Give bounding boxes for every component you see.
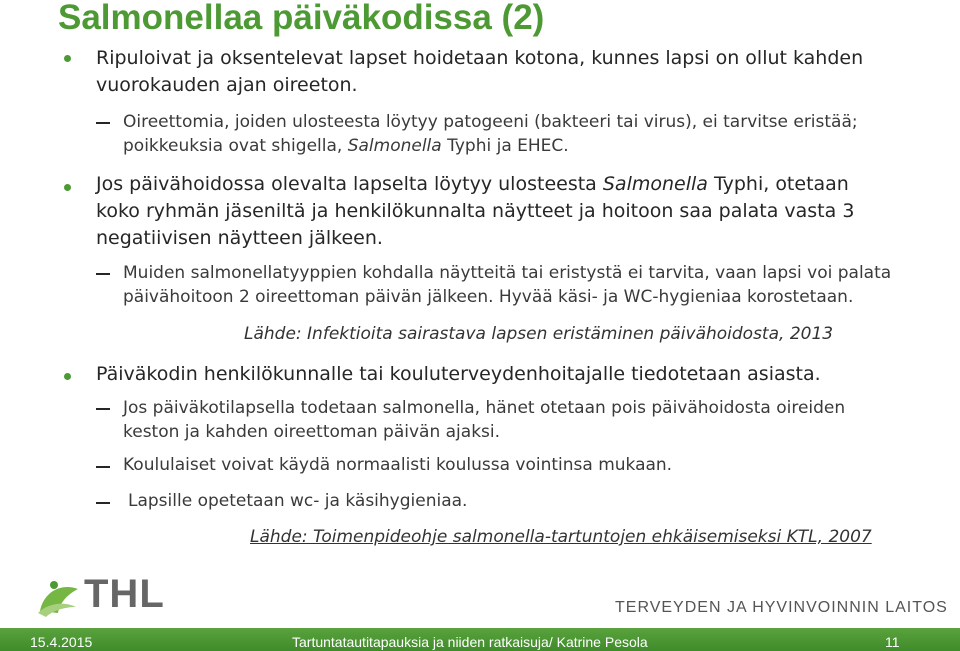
dash-marker bbox=[96, 408, 110, 410]
bullet-dot bbox=[64, 373, 71, 380]
bullet-dot bbox=[64, 184, 71, 191]
bullet-text-2: Jos päivähoidossa olevalta lapselta löytyy ulosteesta Salmonella Typhi, otetaan koko ryhmän jäseniltä ja henkilökunnalta näytteet ja hoitoon saa palata vasta 3 negatiivisen näytteen jälkeen. bbox=[96, 173, 855, 249]
page-number: 11 bbox=[885, 634, 900, 650]
slide-title: Salmonellaa päiväkodissa (2) bbox=[58, 0, 545, 37]
bullet-dot bbox=[64, 55, 71, 62]
dash-marker bbox=[96, 122, 110, 124]
source-citation-2: Lähde: Toimenpideohje salmonella-tartuntojen ehkäisemiseksi KTL, 2007 bbox=[250, 527, 872, 547]
bullet-text-3: Päiväkodin henkilökunnalle tai kouluterveydenhoitajalle tiedotetaan asiasta. bbox=[96, 363, 821, 385]
bullet-text-1: Ripuloivat ja oksentelevat lapset hoidetaan kotona, kunnes lapsi on ollut kahden vuorokauden ajan oireeton. bbox=[96, 47, 864, 96]
sub-bullet-1: Oireettomia, joiden ulosteesta löytyy patogeeni (bakteeri tai virus), ei tarvitse eristää; poikkeuksia ovat shigella, Salmonella Typhi ja EHEC. bbox=[123, 112, 858, 156]
footer-date: 15.4.2015 bbox=[30, 634, 93, 650]
sub-bullet-5: Lapsille opetetaan wc- ja käsihygieniaa. bbox=[128, 491, 468, 511]
sub-bullet-4: Koululaiset voivat käydä normaalisti koulussa vointinsa mukaan. bbox=[123, 455, 673, 475]
dash-marker bbox=[96, 273, 110, 275]
dash-marker bbox=[96, 502, 110, 504]
organization-name: TERVEYDEN JA HYVINVOINNIN LAITOS bbox=[615, 599, 948, 616]
sub-bullet-3: Jos päiväkotilapsella todetaan salmonella, hänet otetaan pois päivähoidosta oireiden keston ja kahden oireettoman päivän ajaksi. bbox=[123, 398, 846, 442]
sub-bullet-2: Muiden salmonellatyyppien kohdalla näytteitä tai eristystä ei tarvita, vaan lapsi voi palata päivähoitoon 2 oireettoman päivän jälkeen. Hyvää käsi- ja WC-hygieniaa korostetaan. bbox=[123, 263, 892, 307]
dash-marker bbox=[96, 466, 110, 468]
logo-text: THL bbox=[84, 572, 165, 616]
source-citation-1: Lähde: Infektioita sairastava lapsen eristäminen päivähoidosta, 2013 bbox=[244, 324, 834, 344]
footer-title: Tartuntatautitapauksia ja niiden ratkaisuja/ Katrine Pesola bbox=[292, 634, 648, 650]
